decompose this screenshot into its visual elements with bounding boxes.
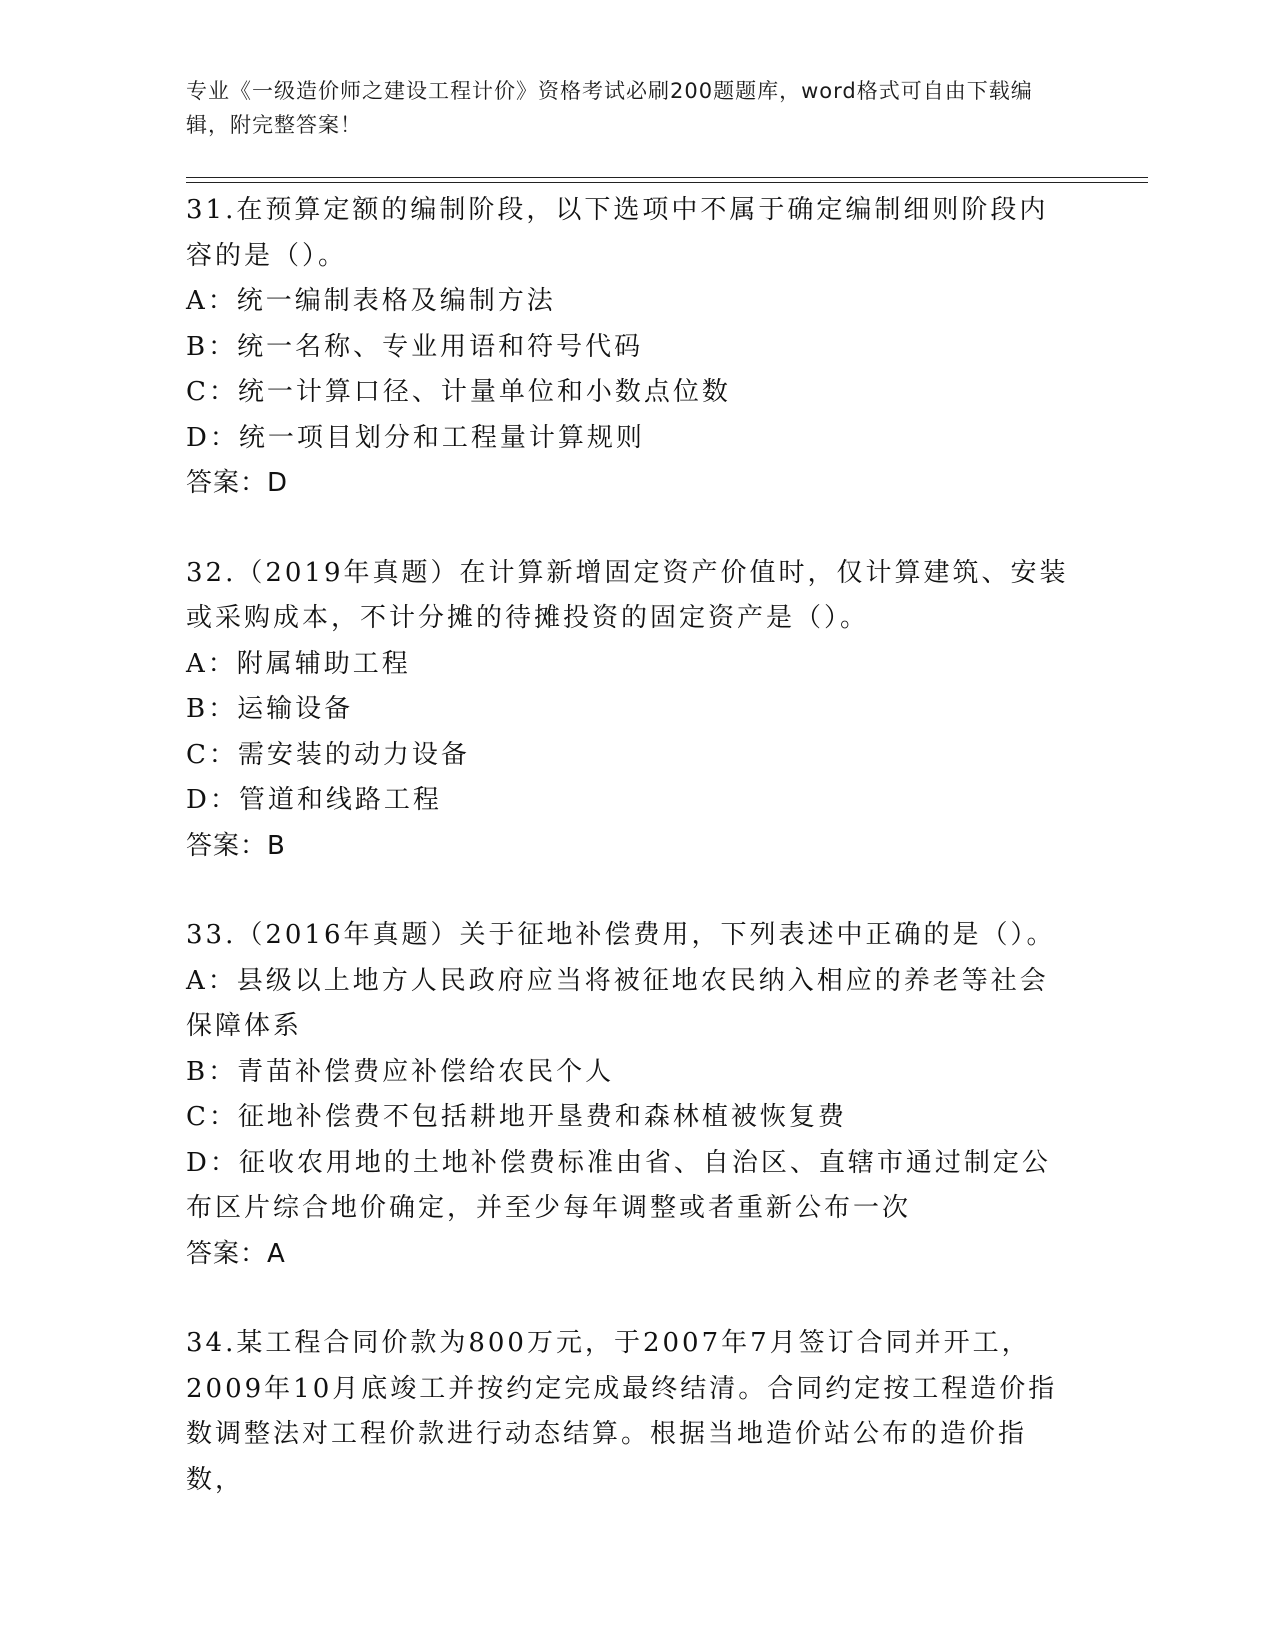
question-stem: 31.在预算定额的编制阶段，以下选项中不属于确定编制细则阶段内容的是（）。	[186, 195, 1049, 271]
option-d: D：管道和线路工程	[186, 785, 442, 815]
question-31	[186, 188, 1076, 507]
option-a: A：统一编制表格及编制方法	[186, 286, 556, 316]
option-c: C：征地补偿费不包括耕地开垦费和森林植被恢复费	[186, 1102, 847, 1132]
option-b: B：统一名称、专业用语和符号代码	[186, 331, 644, 362]
option-c: C：需安装的动力设备	[186, 739, 470, 770]
header-divider-thick	[186, 182, 1148, 183]
answer-label: 答案：B	[186, 830, 286, 861]
option-d: D：征收农用地的土地补偿费标准由省、自治区、直辖市通过制定公布区片综合地价确定，并至少每年调整或者重新公布一次	[186, 1147, 1051, 1223]
option-b: B：青苗补偿费应补偿给农民个人	[186, 1056, 615, 1087]
question-stem: 32.（2019年真题）在计算新增固定资产价值时，仅计算建筑、安装或采购成本，不计分摊的待摊投资的固定资产是（）。	[186, 557, 1069, 633]
header-divider-thin	[186, 177, 1148, 178]
option-d: D：统一项目划分和工程量计算规则	[186, 422, 645, 453]
option-c: C：统一计算口径、计量单位和小数点位数	[186, 377, 731, 407]
answer-label: 答案：D	[186, 468, 289, 498]
option-a: A：附属辅助工程	[186, 648, 411, 679]
question-stem: 34.某工程合同价款为800万元，于2007年7月签订合同并开工，2009年10月底竣工并按约定完成最终结清。合同约定按工程造价指数调整法对工程价款进行动态结算。根据当地造价站公布的造价指数，	[186, 1328, 1058, 1495]
question-list	[186, 188, 1076, 1547]
document-header: 专业《一级造价师之建设工程计价》资格考试必刷200题题库，word格式可自由下载编辑，附完整答案！	[186, 79, 1033, 137]
answer-label: 答案：A	[186, 1238, 286, 1269]
question-32	[186, 551, 1076, 870]
option-a: A：县级以上地方人民政府应当将被征地农民纳入相应的养老等社会保障体系	[186, 965, 1049, 1041]
question-stem: 33.（2016年真题）关于征地补偿费用，下列表述中正确的是（）。	[186, 920, 1056, 950]
question-34	[186, 1321, 1076, 1503]
option-b: B：运输设备	[186, 694, 354, 724]
question-33	[186, 913, 1076, 1277]
